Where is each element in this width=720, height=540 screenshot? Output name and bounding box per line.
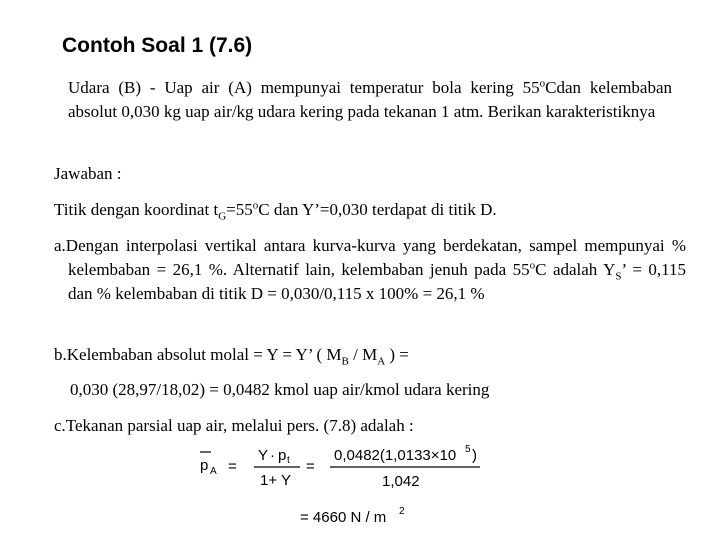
formula-result: = 4660 N / m — [300, 509, 387, 526]
denominator-2: 1,042 — [382, 473, 420, 490]
answer-item-a: a.Dengan interpolasi vertikal antara kurva-kurva yang berdekatan, sampel mempunyai % kelembaban = 26,1 %. Alternatif lain, kelembaban jenuh pada 55$^o$C adalah $Y_S$’ = 0,115 dan % kelembaban di titik D = 0,030/0,115 x 100% = 26,1 % — [54, 236, 686, 303]
formula-result-exponent: 2 — [399, 506, 405, 517]
answer-item-b-calculation: 0,030 (28,97/18,02) = 0,0482 kmol uap air/kmol udara kering — [70, 380, 490, 399]
answer-item-c: c.Tekanan parsial uap air, melalui pers. (7.8) adalah : — [54, 416, 414, 435]
formula-graphic — [196, 440, 496, 540]
numerator-1-subscript: t — [287, 455, 290, 466]
numerator-1-p: p — [278, 447, 287, 464]
coordinate-statement: Titik dengan koordinat $t_G=55^oC$ dan Y’=0,030 terdapat di titik D. — [54, 199, 497, 223]
numerator-2: 0,0482(1,0133×10 — [334, 447, 457, 464]
partial-pressure-formula — [196, 440, 496, 540]
problem-statement: Udara (B) - Uap air (A) mempunyai temperatur bola kering 55$^o$Cdan kelembaban absolut 0,030 kg uap air/kg udara kering pada tekanan 1 atm. Berikan karakteristiknya — [68, 77, 673, 121]
slide-title: Contoh Soal 1 (7.6) — [62, 34, 253, 57]
numerator-1-dot: · — [270, 447, 275, 464]
numerator-2-exponent: 5 — [465, 444, 471, 455]
equals-sign-1: = — [228, 458, 237, 475]
equals-sign-2: = — [306, 458, 315, 475]
answer-item-b: b.Kelembaban absolut molal = Y = Y’ ( $M_B / M_A$ ) = — [54, 345, 409, 368]
numerator-2-close: ) — [472, 447, 477, 464]
denominator-1: 1+ Y — [260, 472, 292, 489]
lhs-variable: p — [200, 457, 209, 474]
numerator-1-y: Y — [258, 447, 269, 464]
answer-label: Jawaban : — [54, 164, 122, 183]
lhs-subscript: A — [210, 466, 217, 477]
